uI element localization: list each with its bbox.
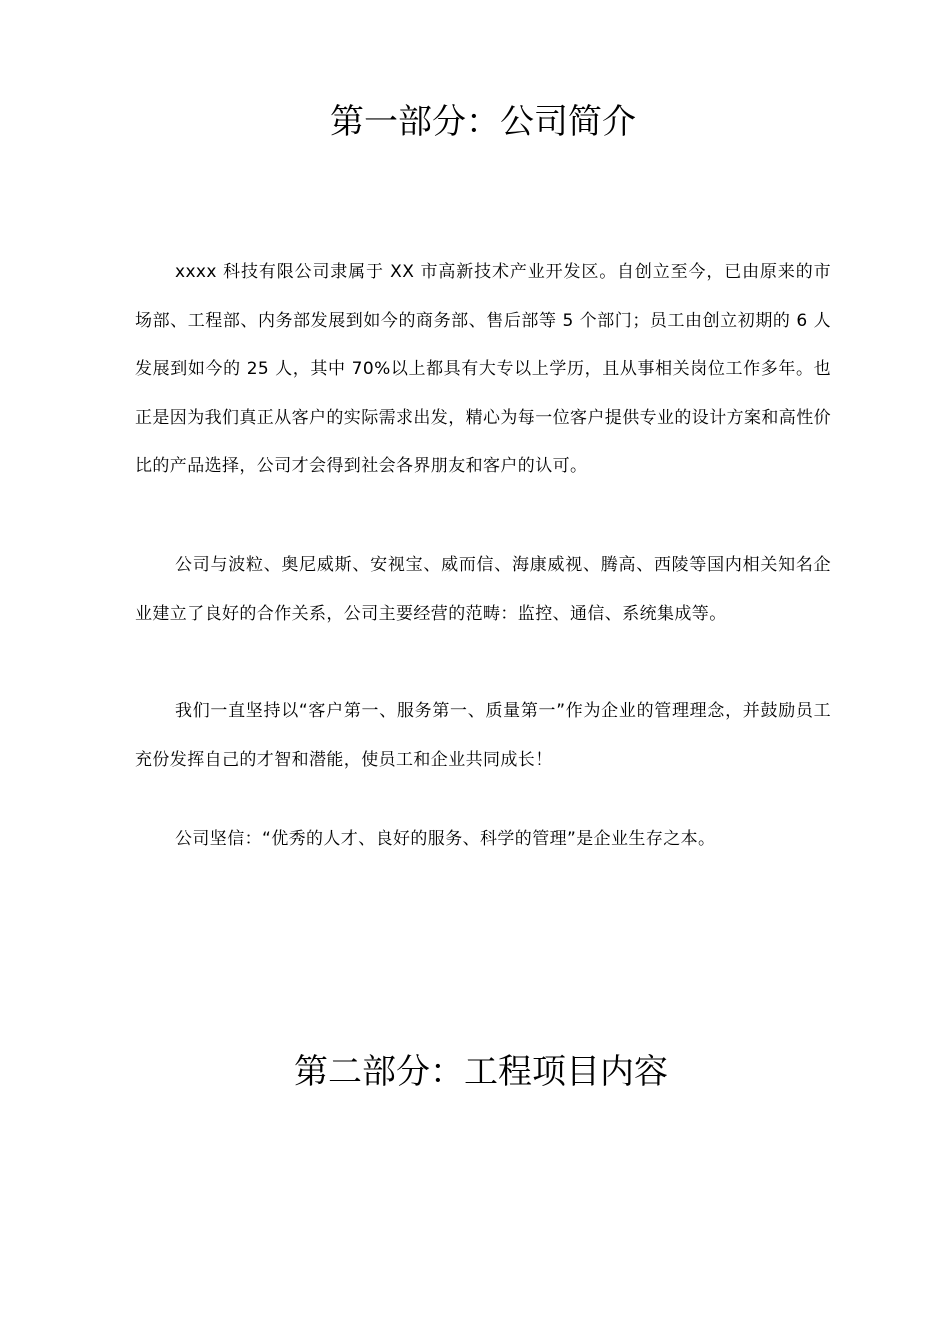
paragraph-company-belief: 公司坚信：“优秀的人才、良好的服务、科学的管理”是企业生存之本。 <box>175 829 716 849</box>
paragraph-company-history: xxxx 科技有限公司隶属于 XX 市高新技术产业开发区。自创立至今，已由原来的市场部、工程部、内务部发展到如今的商务部、售后部等 5 个部门；员工由创立初期的 6 人发展到如今的 25 人，其中 70%以上都具有大专以上学历，且从事相关岗位工作多年。也正是因为我们真正从客户的实际需求出发，精心为每一位客户提供专业的设计方案和高性价比的产品选择，公司才会得到社会各界朋友和客户的认可。 <box>135 262 831 476</box>
paragraph-partners: 公司与波粒、奥尼威斯、安视宝、威而信、海康威视、腾高、西陵等国内相关知名企业建立了良好的合作关系，公司主要经营的范畴：监控、通信、系统集成等。 <box>135 555 831 624</box>
section-title-project-content: 第二部分：工程项目内容 <box>294 1052 668 1092</box>
section-title-company-profile: 第一部分：公司简介 <box>330 102 636 142</box>
paragraph-management-philosophy: 我们一直坚持以“客户第一、服务第一、质量第一”作为企业的管理理念，并鼓励员工充份发挥自己的才智和潜能，使员工和企业共同成长！ <box>135 701 831 770</box>
